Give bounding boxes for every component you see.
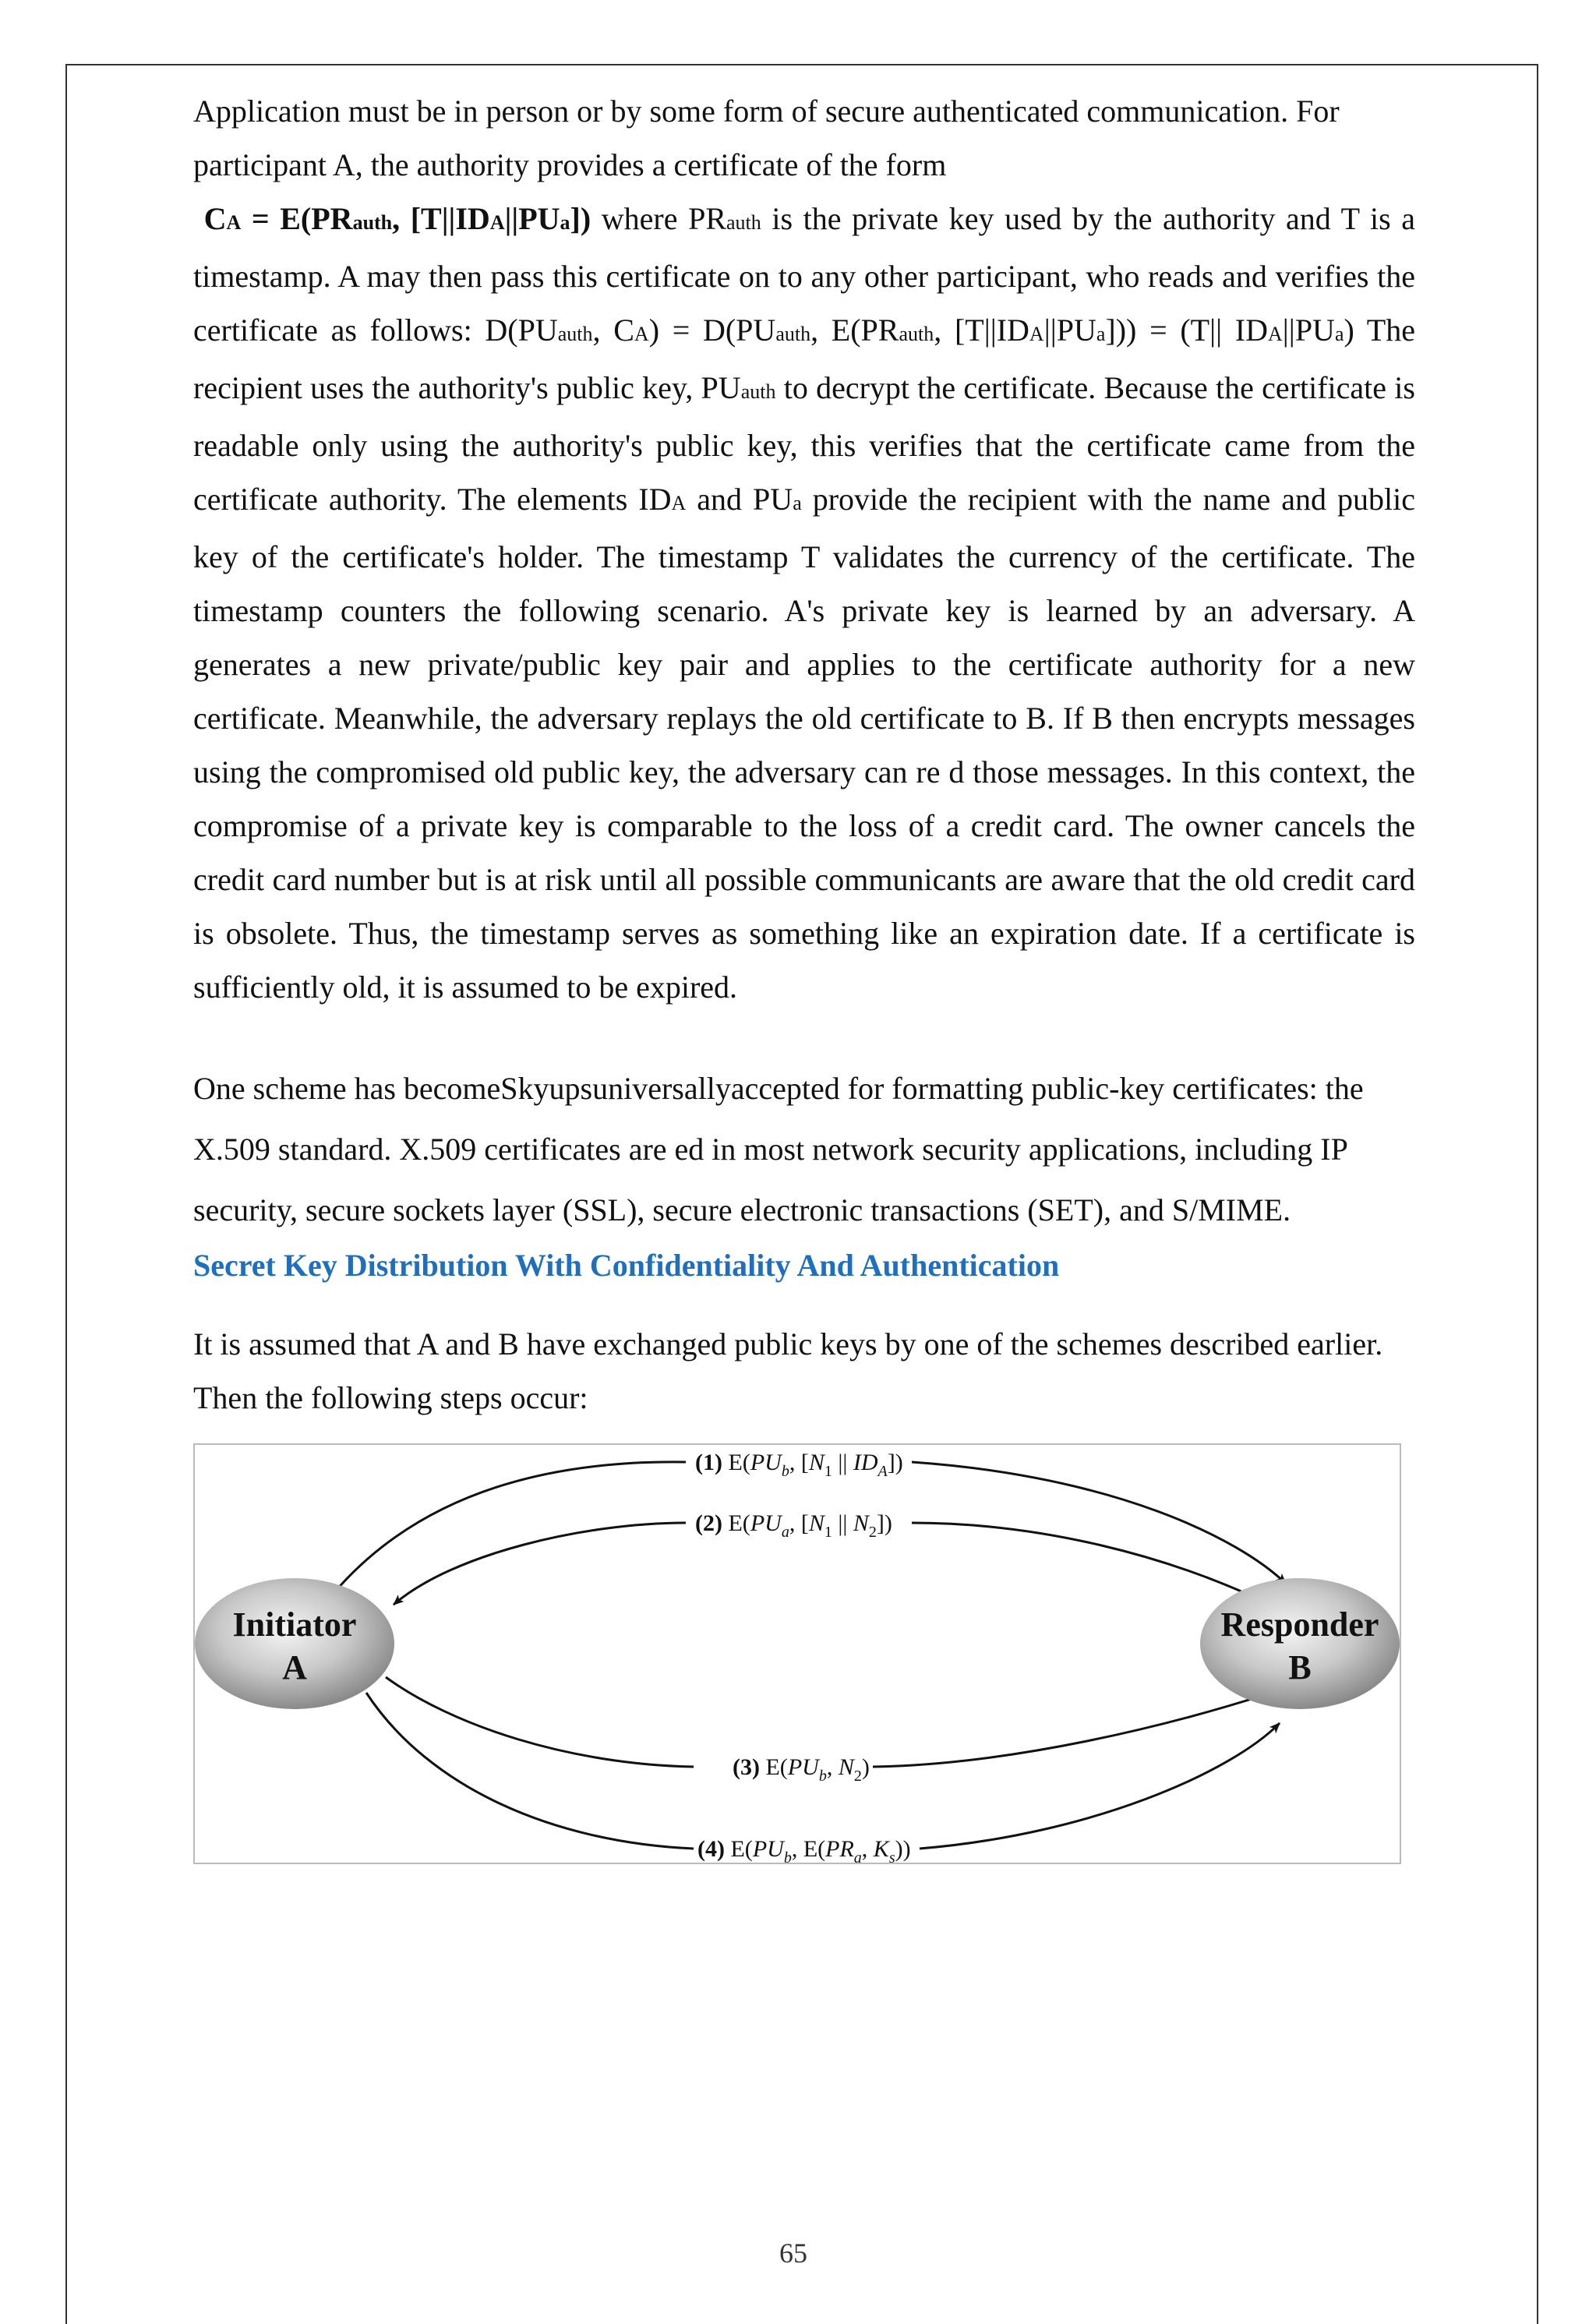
message-3-label: (3) $E(PU_b$, $N_2$): [733, 1754, 870, 1785]
initiator-node: [195, 1578, 394, 1709]
certificate-paragraph: [193, 192, 1415, 1014]
message-2-label: (2) $E(PU_a$, [$N_1$ || $N_2$]): [695, 1510, 892, 1541]
key-distribution-diagram: [193, 1443, 1401, 1864]
text-line: One scheme has becomeSkyupsuniversallyaccepted for formatting public-key certificates: the: [193, 1071, 1364, 1106]
page-number: 65: [779, 2237, 807, 2269]
intro-paragraph: [193, 84, 1415, 192]
diagram-svg: [195, 1445, 1400, 1863]
certificate-text: CA = E(PRauth, [T||IDA||PUa]) where PRauth is the private key used by the authority and T is a timestamp. A may then pass this certificate on to any other participant, who reads and verifies the certificate as follows: D(PUauth, CA) = D(PUauth, E(PRauth, [T||IDA||PUa])) = (T|| IDA||PUa) The recipient uses the authority's public key, PUauth to decrypt the certificate. Because the certificate is readable only using the authority's public key, this verifies that the certificate came from the certificate authority. The elements IDA and PUa provide the recipient with the name and public key of the certificate's holder. The timestamp T validates the currency of the certificate. The timestamp counters the following scenario. A's private key is learned by an adversary. A generates a new private/public key pair and applies to the certificate authority for a new certificate. Meanwhile, the adversary replays the old certificate to B. If B then encrypts messages using the compromised old public key, the adversary can re d those messages. In this context, the compromise of a private key is comparable to the loss of a credit card. The owner cancels the credit card number but is at risk until all possible communicants are aware that the old credit card is obsolete. Thus, the timestamp serves as something like an expiration date. If a certificate is sufficiently old, it is assumed to be expired.: [193, 201, 1416, 1005]
x509-paragraph: [193, 1058, 1415, 1241]
message-3-arrow: [386, 1677, 1266, 1767]
text-line: Then the following steps occur:: [193, 1380, 588, 1415]
responder-label-letter: B: [1288, 1648, 1312, 1686]
responder-label: Responder: [1220, 1605, 1379, 1644]
message-1-label: (1) $E(PU_b$, [$N_1$ || $ID_A$]): [695, 1450, 903, 1480]
steps-intro-paragraph: [193, 1317, 1415, 1425]
responder-node: [1200, 1578, 1400, 1709]
text-line: participant A, the authority provides a certificate of the form: [193, 147, 947, 182]
initiator-label-letter: A: [282, 1648, 307, 1686]
certificate-formula: CA = E(PRauth, [T||IDA||PUa]): [203, 201, 591, 236]
section-heading: Secret Key Distribution With Confidentiality And Authentication: [193, 1248, 1060, 1283]
text-line: X.509 standard. X.509 certificates are ed in most network security applications, including IP: [193, 1132, 1348, 1167]
text-line: Application must be in person or by some form of secure authenticated communication. For: [193, 94, 1340, 129]
initiator-label: Initiator: [232, 1605, 357, 1644]
message-4-label: (4) $E(PU_b$, $E(PR_a$, $K_s$)): [697, 1836, 911, 1863]
text-line: It is assumed that A and B have exchanged public keys by one of the schemes described earlier.: [193, 1326, 1383, 1362]
text-line: security, secure sockets layer (SSL), secure electronic transactions (SET), and S/MIME.: [193, 1192, 1291, 1227]
